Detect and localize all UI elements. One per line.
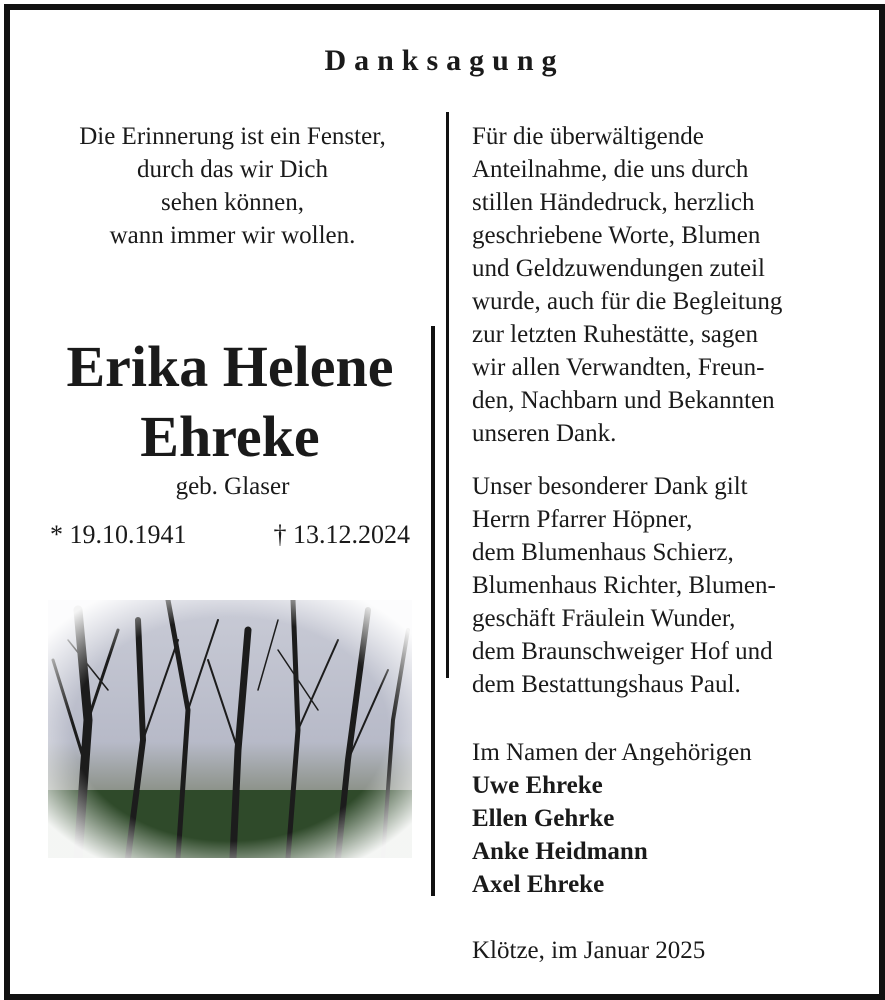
memorial-poem: [30, 120, 435, 252]
signature-block: [472, 736, 862, 901]
place-and-date: Klötze, im Januar 2025: [472, 937, 706, 964]
text-line: dem Blumenhaus Schierz,: [472, 539, 734, 566]
birth-date: * 19.10.1941: [50, 520, 187, 549]
poem-line: Die Erinnerung ist ein Fenster,: [79, 123, 386, 150]
text-line: dem Bestattungshaus Paul.: [472, 671, 741, 698]
signature-intro: Im Namen der Angehörigen: [472, 739, 752, 766]
text-line: Herrn Pfarrer Höpner,: [472, 506, 693, 533]
text-line: geschriebene Worte, Blumen: [472, 222, 761, 249]
text-line: Unser besonderer Dank gilt: [472, 473, 748, 500]
special-thanks: [472, 470, 862, 701]
text-line: den, Nachbarn und Bekannten: [472, 387, 775, 414]
deceased-surname: Ehreke: [140, 404, 320, 469]
text-line: geschäft Fräulein Wunder,: [472, 605, 736, 632]
signatory-name: Ellen Gehrke: [472, 805, 615, 832]
deceased-first-names: Erika Helene: [66, 334, 394, 399]
column-divider-upper: [446, 112, 449, 678]
death-date: † 13.12.2024: [273, 520, 410, 549]
text-line: zur letzten Ruhestätte, sagen: [472, 321, 758, 348]
signatory-name: Axel Ehreke: [472, 871, 605, 898]
deceased-name: [20, 332, 440, 472]
text-line: unseren Dank.: [472, 420, 617, 447]
heading: Danksagung: [324, 44, 565, 77]
signatory-name: Anke Heidmann: [472, 838, 648, 865]
signatory-name: Uwe Ehreke: [472, 772, 603, 799]
text-line: und Geldzuwendungen zuteil: [472, 255, 765, 282]
poem-line: sehen können,: [160, 189, 305, 216]
poem-line: durch das wir Dich: [137, 156, 328, 183]
column-divider-lower: [431, 326, 435, 896]
text-line: wurde, auch für die Begleitung: [472, 288, 783, 315]
text-line: Blumenhaus Richter, Blumen-: [472, 572, 776, 599]
text-line: wir allen Verwandten, Freun-: [472, 354, 765, 381]
life-dates: [50, 518, 410, 551]
trees-photo: [48, 600, 412, 858]
poem-line: wann immer wir wollen.: [109, 222, 356, 249]
thanks-paragraph: [472, 120, 862, 450]
maiden-name: geb. Glaser: [175, 473, 290, 500]
text-line: stillen Händedruck, herzlich: [472, 189, 755, 216]
text-line: Für die überwältigende: [472, 123, 704, 150]
text-line: dem Braunschweiger Hof und: [472, 638, 773, 665]
trees-image: [48, 600, 412, 858]
text-line: Anteilnahme, die uns durch: [472, 156, 749, 183]
obituary-frame: [4, 4, 885, 1000]
